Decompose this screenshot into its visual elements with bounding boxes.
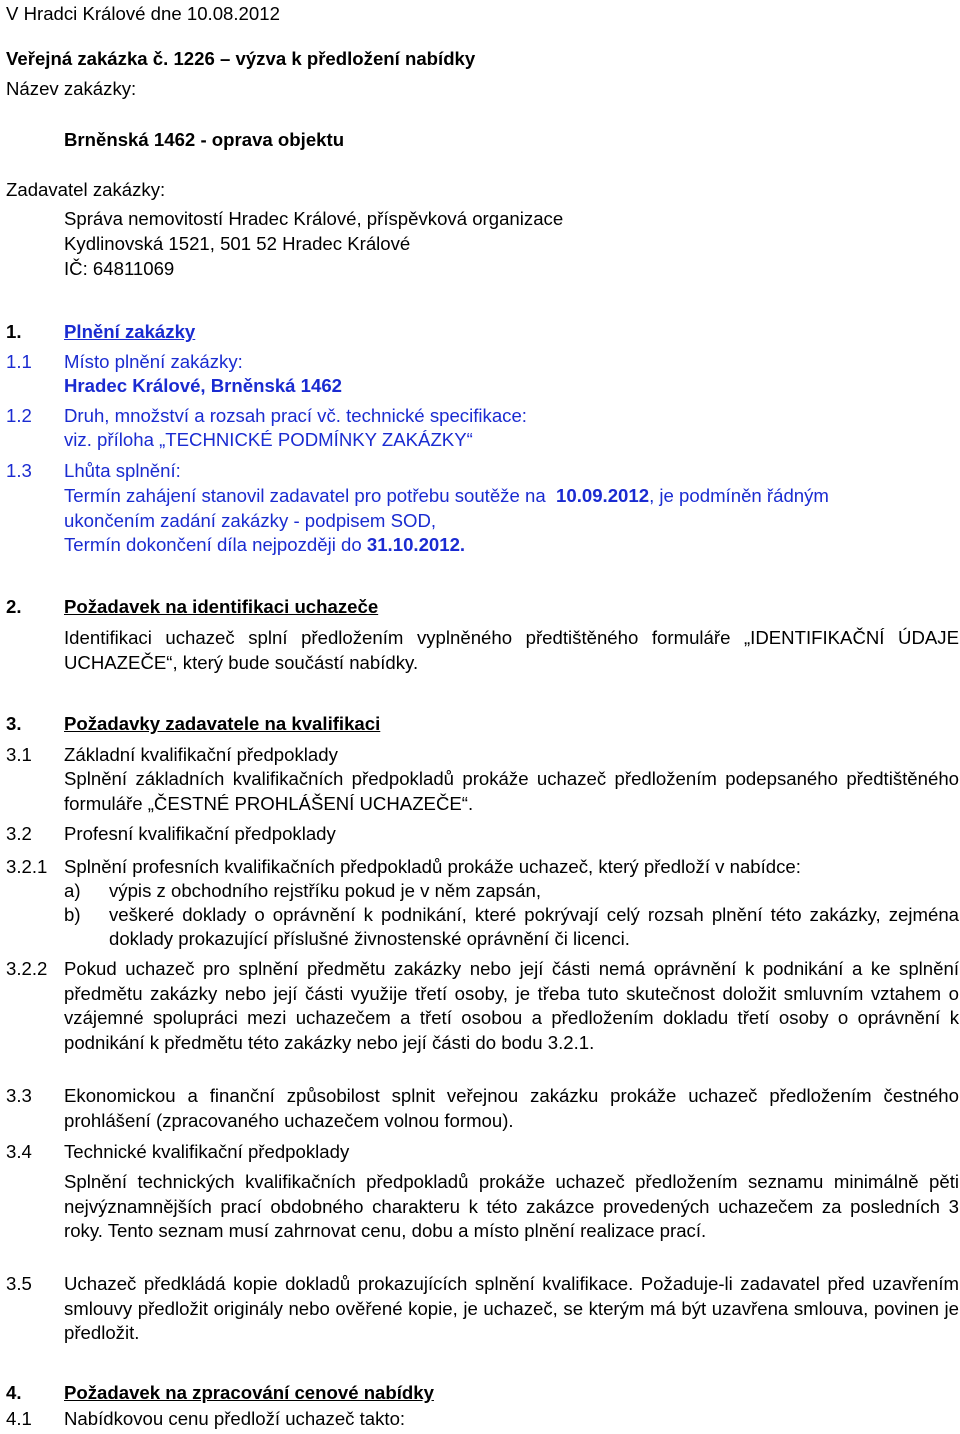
section-4-number: 4. xyxy=(6,1382,22,1403)
section-1-2-number: 1.2 xyxy=(6,405,32,426)
section-3-1-title: Základní kvalifikační předpoklady xyxy=(64,744,338,765)
section-2-title: Požadavek na identifikaci uchazeče xyxy=(64,596,379,617)
end-date-text: Termín dokončení díla nejpozději do xyxy=(64,534,362,555)
end-date: 31.10.2012. xyxy=(366,534,466,555)
section-4-1-number: 4.1 xyxy=(6,1408,32,1429)
section-1-2-label: Druh, množství a rozsah prací vč. technické specifikace: xyxy=(64,405,527,426)
authority-label: Zadavatel zakázky: xyxy=(6,179,166,200)
section-3-1-number: 3.1 xyxy=(6,744,32,765)
place-date: V Hradci Králové dne 10.08.2012 xyxy=(6,3,280,24)
list-item-a: výpis z obchodního rejstříku pokud je v něm zapsán, xyxy=(109,880,542,901)
section-3-3-text: Ekonomickou a finanční způsobilost splnit veřejnou zakázku prokáže uchazeč předložením čestného prohlášení (zpracovaného uchazečem volnou formou). xyxy=(64,1085,959,1131)
section-3-5-number: 3.5 xyxy=(6,1273,32,1294)
section-3-3-number: 3.3 xyxy=(6,1085,32,1106)
technical-spec-reference: viz. příloha „TECHNICKÉ PODMÍNKY ZAKÁZKY“ xyxy=(64,429,473,450)
section-4-1-text: Nabídkovou cenu předloží uchazeč takto: xyxy=(64,1408,406,1429)
start-condition-line: ukončením zadání zakázky - podpisem SOD, xyxy=(64,510,437,531)
contract-name-label: Název zakázky: xyxy=(6,78,137,99)
authority-address: Kydlinovská 1521, 501 52 Hradec Králové xyxy=(64,233,411,254)
section-3-5-text: Uchazeč předkládá kopie dokladů prokazujících splnění kvalifikace. Požaduje-li zadavatel před uzavřením smlouvy předložit originály nebo ověřené kopie, je uchazeč, se kterým má být uzavřena smlouva, povinen je předložit. xyxy=(64,1273,959,1343)
authority-name: Správa nemovitostí Hradec Králové, příspěvková organizace xyxy=(64,208,564,229)
section-3-2-title: Profesní kvalifikační předpoklady xyxy=(64,823,336,844)
start-date-line xyxy=(64,484,829,508)
section-3-2-2-text: Pokud uchazeč pro splnění předmětu zakázky nebo její části nemá oprávnění k podnikání a ke splnění předmětu zakázky nebo její části využije třetí osoby, je třeba tuto skutečnost doložit smluvním vztahem o vzájemné spolupráci mezi uchazečem a třetí osobou a předložením dokladu třetí osoby o oprávnění k podnikání k předmětu této zakázky nebo její části do bodu 3.2.1. xyxy=(64,958,959,1053)
list-item-a-marker: a) xyxy=(64,880,81,901)
section-3-2-2-number: 3.2.2 xyxy=(6,958,48,979)
start-date-condition: , je podmíněn řádným xyxy=(649,485,829,506)
list-item-b-marker: b) xyxy=(64,904,81,925)
section-1-number: 1. xyxy=(6,321,22,342)
section-3-2-number: 3.2 xyxy=(6,823,32,844)
section-3-2-1-text: Splnění profesních kvalifikačních předpokladů prokáže uchazeč, který předloží v nabídce: xyxy=(64,856,801,877)
section-1-1-number: 1.1 xyxy=(6,351,32,372)
section-1-title: Plnění zakázky xyxy=(64,321,196,342)
section-3-2-1-number: 3.2.1 xyxy=(6,856,48,877)
start-date-text: Termín zahájení stanovil zadavatel pro potřebu soutěže na xyxy=(64,485,546,506)
section-4-title: Požadavek na zpracování cenové nabídky xyxy=(64,1382,434,1403)
section-3-1-text: Splnění základních kvalifikačních předpokladů prokáže uchazeč předložením podepsaného předtištěného formuláře „ČESTNÉ PROHLÁŠENÍ UCHAZEČE“. xyxy=(64,768,959,814)
section-1-1-label: Místo plnění zakázky: xyxy=(64,351,243,372)
contract-name-value: Brněnská 1462 - oprava objektu xyxy=(64,129,345,150)
section-1-3-label: Lhůta splnění: xyxy=(64,460,181,481)
section-3-4-number: 3.4 xyxy=(6,1141,32,1162)
place-of-performance: Hradec Králové, Brněnská 1462 xyxy=(64,375,343,396)
start-date: 10.09.2012 xyxy=(556,485,650,506)
section-1-3-number: 1.3 xyxy=(6,460,32,481)
section-2-text: Identifikaci uchazeč splní předložením vyplněného předtištěného formuláře „IDENTIFIKAČNÍ ÚDAJE UCHAZEČE“, který bude součástí nabídky. xyxy=(64,627,959,673)
document-title: Veřejná zakázka č. 1226 – výzva k předložení nabídky xyxy=(6,48,476,69)
authority-ic: IČ: 64811069 xyxy=(64,258,175,279)
list-item-b: veškeré doklady o oprávnění k podnikání, které pokrývají celý rozsah plnění této zakázky, zejména doklady prokazující příslušné živnostenské oprávnění či licenci. xyxy=(109,904,959,949)
section-3-4-title: Technické kvalifikační předpoklady xyxy=(64,1141,350,1162)
section-2-number: 2. xyxy=(6,596,22,617)
section-3-4-text: Splnění technických kvalifikačních předpokladů prokáže uchazeč předložením seznamu minimálně pěti nejvýznamnějších prací obdobného charakteru k této zakázce provedených uchazečem za posledních 3 roky. Tento seznam musí zahrnovat cenu, dobu a místo plnění realizace prací. xyxy=(64,1171,959,1241)
end-date-line xyxy=(64,533,465,557)
section-3-title: Požadavky zadavatele na kvalifikaci xyxy=(64,713,381,734)
section-3-number: 3. xyxy=(6,713,22,734)
